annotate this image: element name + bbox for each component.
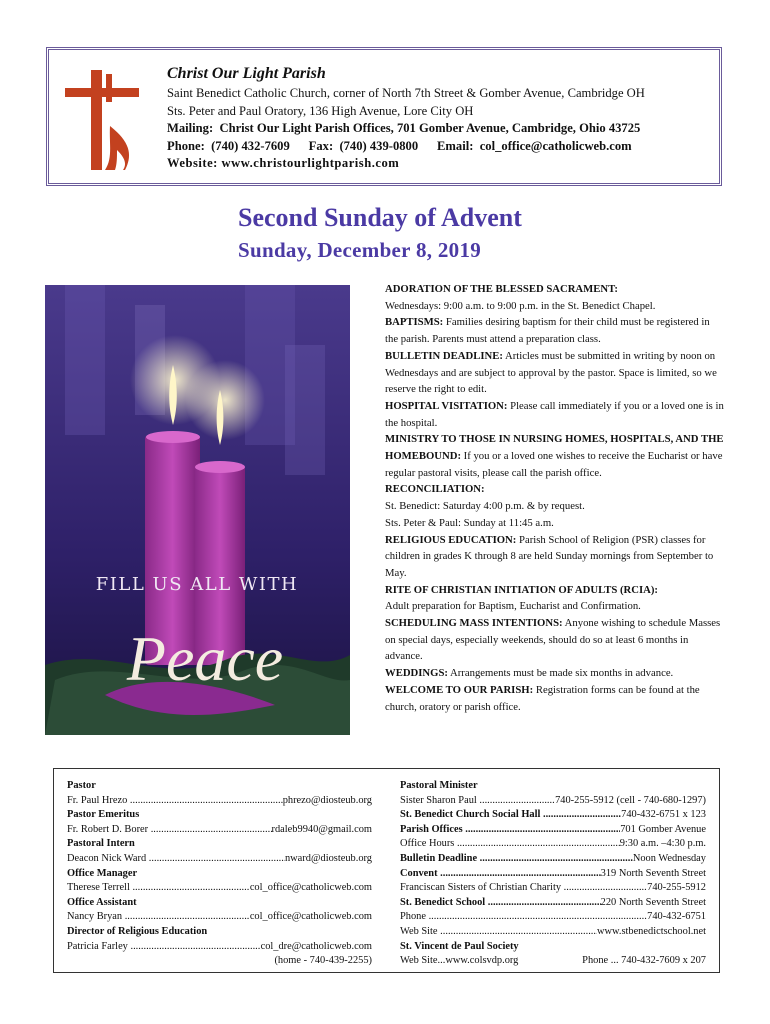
assistant-row: Nancy Bryan ..... col_office@catholicweb.com — [67, 910, 372, 925]
school-row: St. Benedict School ..... 220 North Seventh Street — [400, 896, 706, 911]
dre-home: (home - 740-439-2255) — [274, 955, 372, 967]
info-baptisms: BAPTISMS: Families desiring baptism for their child must be registered in the parish. Parents must attend a preparation class. — [385, 316, 710, 346]
info-welcome: WELCOME TO OUR PARISH: Registration forms can be found at the church, oratory or parish office. — [385, 683, 700, 713]
emeritus-label: Pastor Emeritus — [67, 809, 140, 821]
staff-directory — [53, 768, 720, 973]
info-ministry: MINISTRY TO THOSE IN NURSING HOMES, HOSPITALS, AND THE HOMEBOUND: If you or a loved one wishes to receive the Eucharist or have regular pastoral visits, please call the parish office. — [385, 433, 724, 479]
staff-column-right — [400, 779, 706, 969]
staff-column-left — [67, 779, 372, 969]
offices-row: Parish Offices ..... 701 Gomber Avenue — [400, 823, 706, 838]
minister-row: Sister Sharon Paul ..... 740-255-5912 (cell - 740-680-1297) — [400, 794, 706, 809]
advent-artwork — [45, 285, 350, 735]
pastor-label: Pastor — [67, 780, 96, 791]
header-mailing: Mailing: Christ Our Light Parish Offices, 701 Gomber Avenue, Cambridge, Ohio 43725 — [167, 121, 641, 135]
intern-row: Deacon Nick Ward ..... nward@diosteub.org — [67, 852, 372, 867]
emeritus-row: Fr. Robert D. Borer ..... rdaleb9940@gmail.com — [67, 823, 372, 838]
info-deadline: BULLETIN DEADLINE: Articles must be submitted in writing by noon on Wednesdays and are subject to approval by the pastor. Space is limited, so we reserve the right to edit. — [385, 349, 717, 396]
minister-label: Pastoral Minister — [400, 780, 478, 791]
info-mass-intentions: SCHEDULING MASS INTENTIONS: Anyone wishing to schedule Masses on special days, especially weekends, should do so at least 6 months in advance. — [385, 617, 721, 663]
info-reconciliation: RECONCILIATION: St. Benedict: Saturday 4:00 p.m. & by request. Sts. Peter & Paul: Sunday at 11:45 a.m. — [385, 483, 585, 529]
header-phone: Phone: (740) 432-7609 Fax: (740) 439-0800 Email: col_office@catholicweb.com — [167, 138, 632, 153]
bulletin-date: Sunday, December 8, 2019 — [238, 238, 482, 262]
parish-logo-icon — [65, 66, 145, 176]
franciscan-row: Franciscan Sisters of Christian Charity ..... 740-255-5912 — [400, 881, 706, 896]
dre-row: Patricia Farley ..... col_dre@catholicweb.com — [67, 940, 372, 955]
info-rcia: RITE OF CHRISTIAN INITIATION OF ADULTS (RCIA): Adult preparation for Baptism, Eucharist and Confirmation. — [385, 583, 658, 613]
art-peace-text: Peace — [126, 623, 284, 694]
school-web-row: Web Site ..... www.stbenedictschool.net — [400, 925, 706, 940]
manager-label: Office Manager — [67, 867, 138, 879]
info-hospital: HOSPITAL VISITATION: Please call immediately if you or a loved one is in the hospital. — [385, 399, 724, 429]
school-phone-row: Phone ..... 740-432-6751 — [400, 910, 706, 925]
info-weddings: WEDDINGS: Arrangements must be made six months in advance. — [385, 667, 674, 680]
assistant-label: Office Assistant — [67, 896, 137, 908]
pastor-row: Fr. Paul Hrezo ..... phrezo@diosteub.org — [67, 794, 372, 809]
convent-row: Convent ..... 319 North Seventh Street — [400, 867, 706, 882]
svdp-row: Web Site...www.colsvdp.org Phone ... 740-432-7609 x 207 — [400, 955, 706, 967]
hall-row: St. Benedict Church Social Hall ..... 740-432-6751 x 123 — [400, 808, 706, 823]
hours-row: Office Hours ..... 9:30 a.m. –4:30 p.m. — [400, 837, 706, 852]
info-religious-ed: RELIGIOUS EDUCATION: Parish School of Religion (PSR) classes for children in grades K through 8 are held Sunday mornings from September to May. — [385, 533, 714, 579]
header-text — [167, 64, 645, 173]
info-adoration: ADORATION OF THE BLESSED SACRAMENT: Wednesdays: 9:00 a.m. to 9:00 p.m. in the St. Benedict Chapel. — [385, 283, 656, 312]
parish-name: Christ Our Light Parish — [167, 65, 326, 82]
header-line-church: Saint Benedict Catholic Church, corner of North 7th Street & Gomber Avenue, Cambridge OH — [167, 86, 645, 100]
header-website: Website: www.christourlightparish.com — [167, 156, 400, 170]
header-line-oratory: Sts. Peter and Paul Oratory, 136 High Avenue, Lore City OH — [167, 103, 474, 118]
bulletin-title: Second Sunday of Advent — [238, 203, 522, 232]
dre-label: Director of Religious Education — [67, 925, 208, 937]
header-box — [46, 47, 722, 186]
svdp-label: St. Vincent de Paul Society — [400, 940, 519, 952]
intern-label: Pastoral Intern — [67, 838, 135, 850]
art-fill-text: FILL US ALL WITH — [95, 574, 299, 595]
parish-info — [385, 281, 725, 715]
bulletin-deadline-row: Bulletin Deadline ..... Noon Wednesday — [400, 852, 706, 867]
manager-row: Therese Terrell ..... col_office@catholicweb.com — [67, 881, 372, 896]
